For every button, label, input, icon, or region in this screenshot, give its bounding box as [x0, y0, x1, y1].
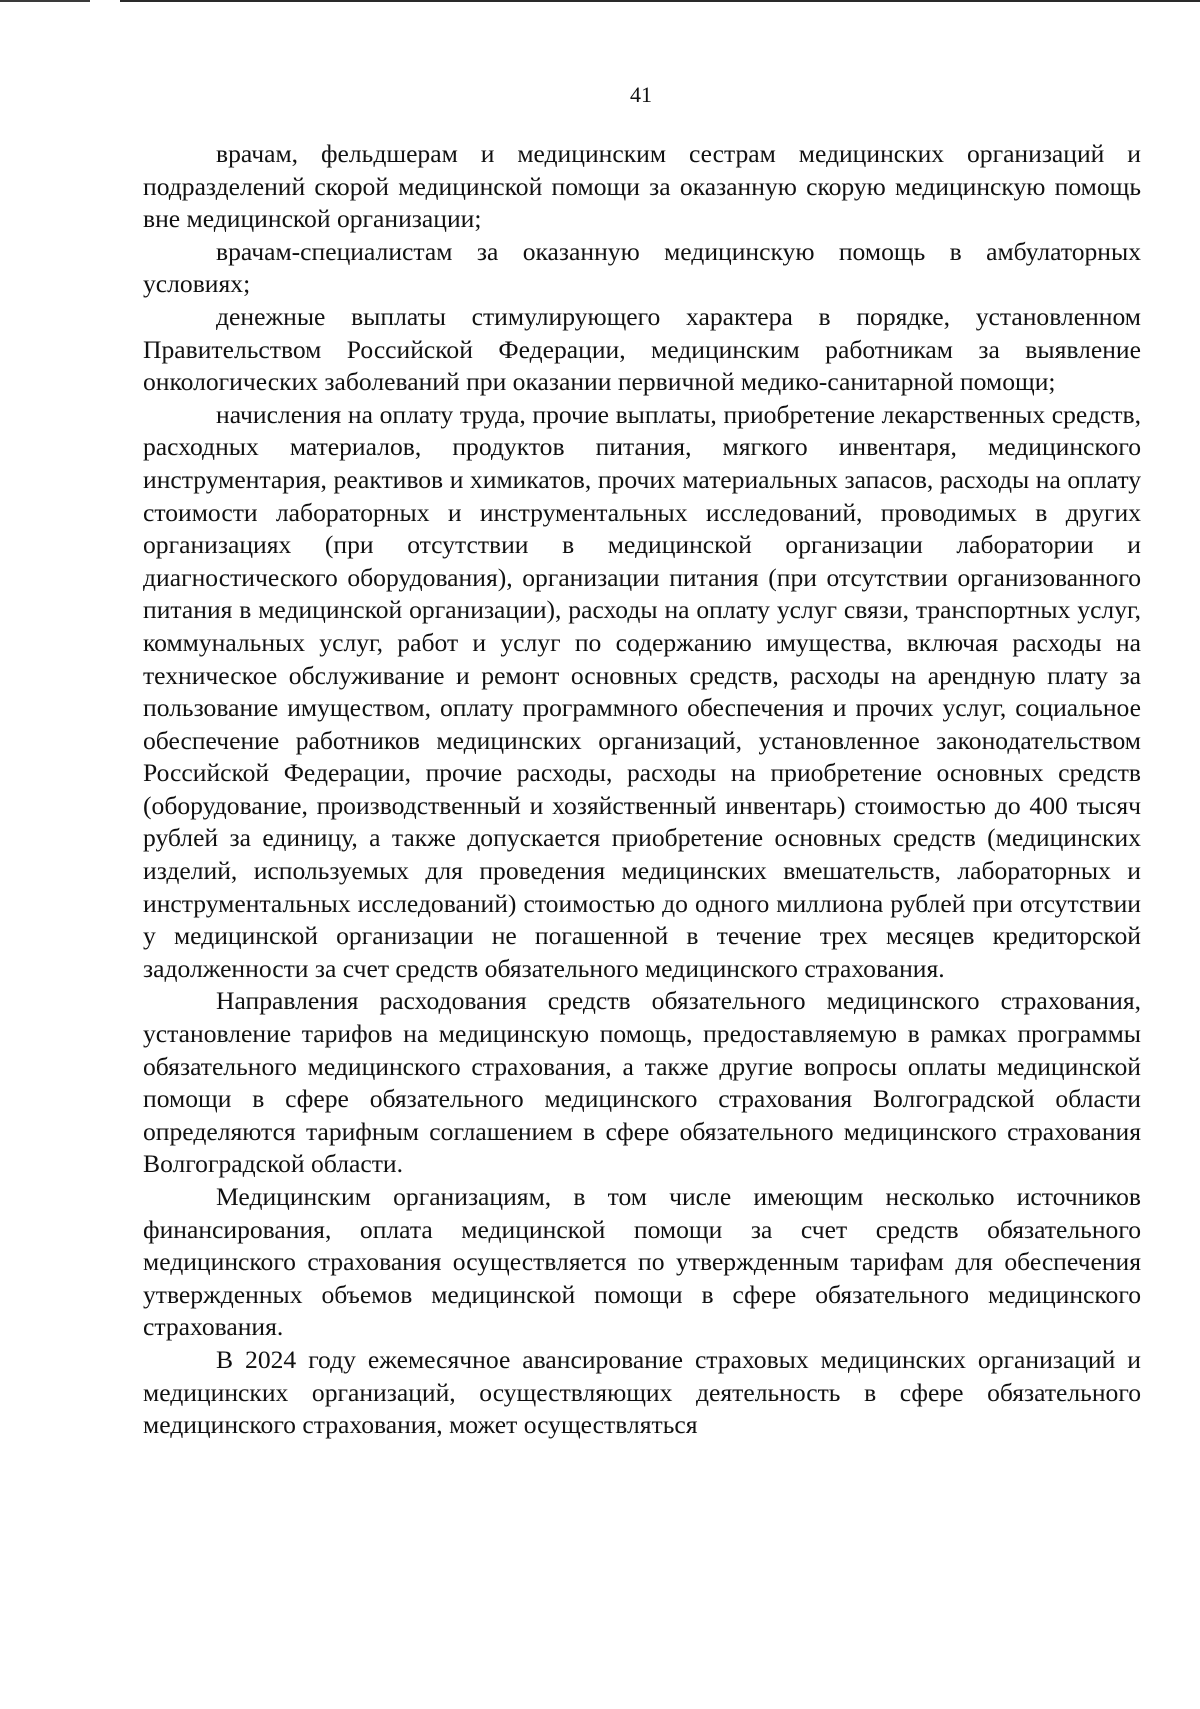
- paragraph-tariff-agreement: Направления расходования средств обязательного медицинского страхования, установление тарифов на медицинскую помощь, предоставляемую в рамках программы обязательного медицинского страхования, а также другие вопросы оплаты медицинской помощи в сфере обязательного медицинского страхования Волгоградской области определяются тарифным соглашением в сфере обязательного медицинского страхования Волгоградской области.: [143, 986, 1141, 1179]
- scan-edge-left: [0, 0, 90, 2]
- paragraph-payment-tariffs: Медицинским организациям, в том числе имеющим несколько источников финансирования, оплата медицинской помощи за счет средств обязательного медицинского страхования осуществляется по утвержденным тарифам для обеспечения утвержденных объемов медицинской помощи в сфере обязательного медицинского страхования.: [143, 1182, 1141, 1342]
- paragraph-advance-payments: В 2024 году ежемесячное авансирование страховых медицинских организаций и медицинских организаций, осуществляющих деятельность в сфере обязательного медицинского страхования, может осуществляться: [143, 1344, 1141, 1440]
- scan-edge: [120, 0, 1200, 2]
- paragraph-specialists-outpatient: врачам-специалистам за оказанную медицинскую помощь в амбулаторных условиях;: [143, 236, 1141, 299]
- paragraph-incentive-payments: денежные выплаты стимулирующего характера в порядке, установленном Правительством Российской Федерации, медицинским работникам за выявление онкологических заболеваний при оказании первичной медико-санитарной помощи;: [143, 301, 1141, 397]
- paragraph-expense-items: начисления на оплату труда, прочие выплаты, приобретение лекарственных средств, расходных материалов, продуктов питания, мягкого инвентаря, медицинского инструментария, реактивов и химикатов, прочих материальных запасов, расходы на оплату стоимости лабораторных и инструментальных исследований, проводимых в других организациях (при отсутствии в медицинской организации лаборатории и диагностического оборудования), организации питания (при отсутствии организованного питания в медицинской организации), расходы на оплату услуг связи, транспортных услуг, коммунальных услуг, работ и услуг по содержанию имущества, включая расходы на техническое обслуживание и ремонт основных средств, расходы на арендную плату за пользование имуществом, оплату программного обеспечения и прочих услуг, социальное обеспечение работников медицинских организаций, установленное законодательством Российской Федерации, прочие расходы, расходы на приобретение основных средств (оборудование, производственный и хозяйственный инвентарь) стоимостью до 400 тысяч рублей за единицу, а также допускается приобретение основных средств (медицинских изделий, используемых для проведения медицинских вмешательств, лабораторных и инструментальных исследований) стоимостью до одного миллиона рублей при отсутствии у медицинской организации не погашенной в течение трех месяцев кредиторской задолженности за счет средств обязательного медицинского страхования.: [143, 399, 1141, 983]
- page-number: 41: [630, 82, 652, 107]
- document-body: [143, 138, 1141, 1442]
- paragraph-doctors-emergency: врачам, фельдшерам и медицинским сестрам медицинских организаций и подразделений скорой медицинской помощи за оказанную скорую медицинскую помощь вне медицинской организации;: [143, 139, 1141, 234]
